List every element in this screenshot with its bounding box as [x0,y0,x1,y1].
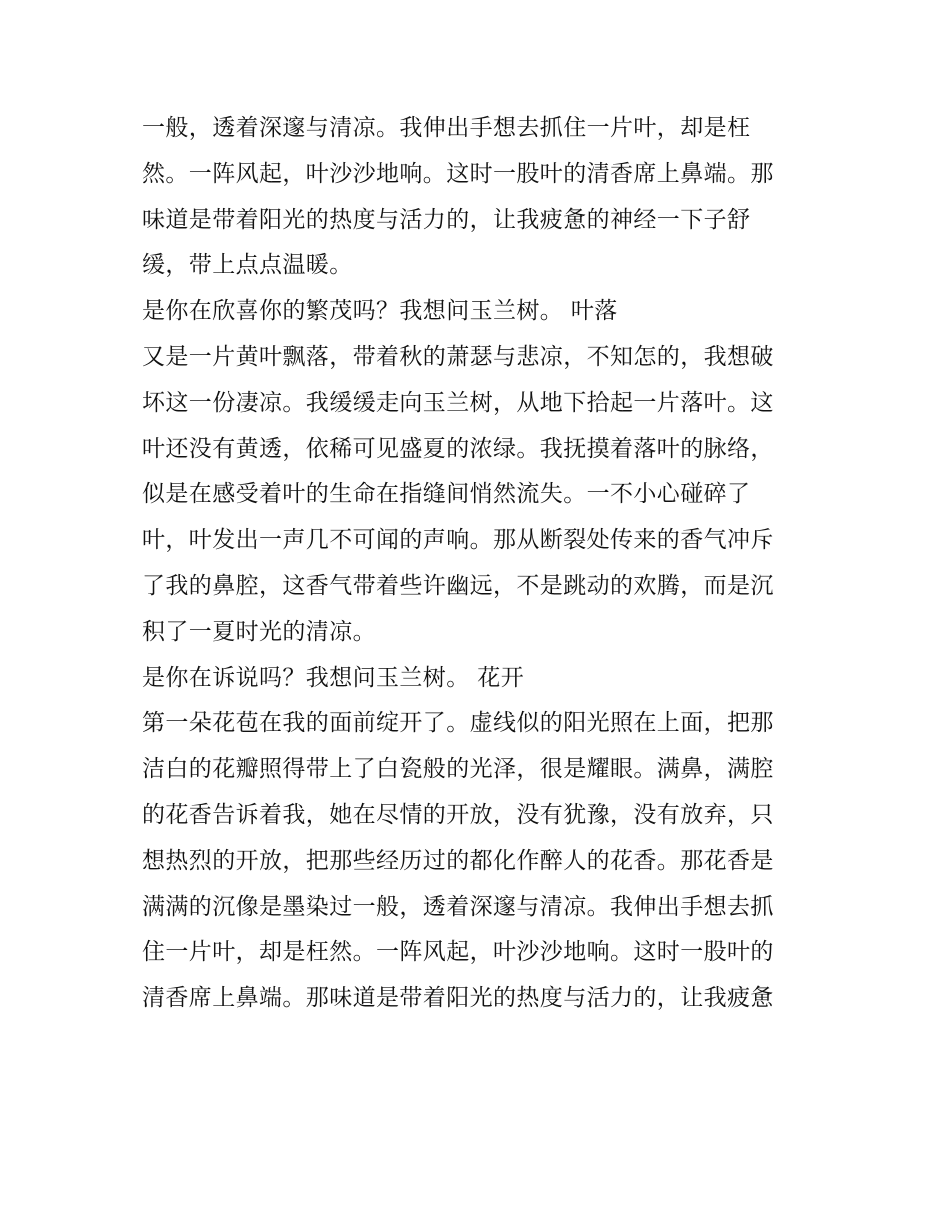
text-line: 是你在欣喜你的繁茂吗？我想问玉兰树。 叶落 [142,298,618,325]
text-line: 一般，透着深邃与清凉。我伸出手想去抓住一片叶，却是枉 [142,115,751,141]
text-line: 似是在感受着叶的生命在指缝间悄然流失。一不小心碰碎了 [142,481,751,508]
text-line: 又是一片黄叶飘落，带着秋的萧瑟与悲凉，不知怎的，我想破 [142,343,774,370]
text-line: 想热烈的开放，把那些经历过的都化作醉人的花香。那花香是 [142,847,774,874]
text-line: 缓，带上点点温暖。 [142,252,353,279]
text-line: 味道是带着阳光的热度与活力的，让我疲惫的神经一下子舒 [142,206,751,233]
text-line: 了我的鼻腔，这香气带着些许幽远，不是跳动的欢腾，而是沉 [142,572,774,599]
text-line: 的花香告诉着我，她在尽情的开放，没有犹豫，没有放弃，只 [142,801,774,828]
text-line: 然。一阵风起，叶沙沙地响。这时一股叶的清香席上鼻端。那 [142,160,774,187]
text-line: 坏这一份凄凉。我缓缓走向玉兰树，从地下拾起一片落叶。这 [142,389,774,416]
document-body [142,106,822,1022]
text-line: 叶还没有黄透，依稀可见盛夏的浓绿。我抚摸着落叶的脉络， [142,435,774,462]
text-line: 洁白的花瓣照得带上了白瓷般的光泽，很是耀眼。满鼻，满腔 [142,756,774,783]
text-line: 住一片叶，却是枉然。一阵风起，叶沙沙地响。这时一股叶的 [142,939,774,966]
text-line: 清香席上鼻端。那味道是带着阳光的热度与活力的，让我疲惫 [142,985,774,1012]
text-line: 积了一夏时光的清凉。 [142,618,376,645]
text-line: 叶，叶发出一声几不可闻的声响。那从断裂处传来的香气冲斥 [142,527,774,554]
text-line: 第一朵花苞在我的面前绽开了。虚线似的阳光照在上面，把那 [142,710,774,737]
text-line: 满满的沉像是墨染过一般，透着深邃与清凉。我伸出手想去抓 [142,893,774,920]
text-line: 是你在诉说吗？我想问玉兰树。 花开 [142,664,525,691]
